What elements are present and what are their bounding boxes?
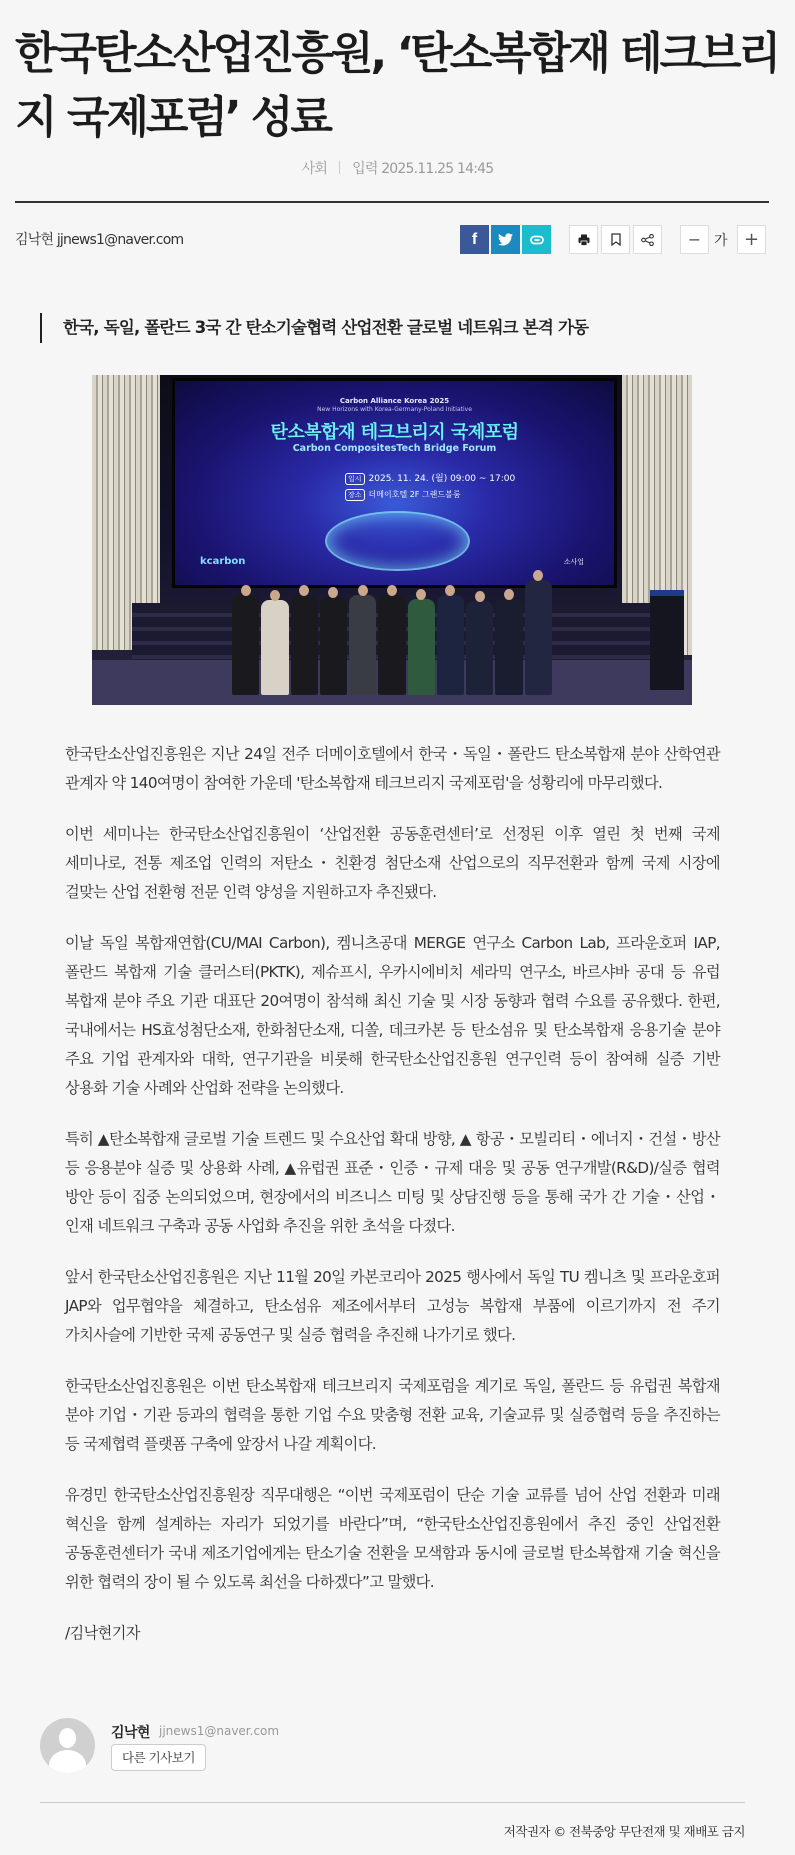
screen-logo-left: kcarbon — [200, 556, 246, 567]
meta-divider — [339, 161, 340, 174]
link-icon — [530, 235, 544, 245]
share-button[interactable] — [633, 225, 662, 254]
person — [378, 595, 405, 695]
person — [291, 595, 318, 695]
copy-link-button[interactable] — [522, 225, 551, 254]
paragraph: 앞서 한국탄소산업진흥원은 지난 11월 20일 카본코리아 2025 행사에서 독일 TU 켐니츠 및 프라운호퍼 JAP와 업무협약을 체결하고, 탄소섬유 제조에서부터 고성능 복합재 부품에 이르기까지 전 주기 가치사슬에 기반한 국제 공동연구 및 실증 협력을 추진해 나가기로 했다. — [65, 1268, 720, 1344]
font-increase-button[interactable] — [737, 225, 766, 254]
byline: 김낙현 jjnews1@naver.com — [15, 232, 184, 248]
place-tag: 장소 — [345, 489, 365, 501]
bookmark-icon — [611, 233, 621, 246]
category-label[interactable]: 사회 — [301, 161, 328, 177]
font-decrease-button[interactable] — [680, 225, 709, 254]
font-size-label: 가 — [714, 233, 728, 249]
paragraph: 유경민 한국탄소산업진흥원장 직무대행은 “이번 국제포럼이 단순 기술 교류를 넘어 산업 전환과 미래 혁신을 함께 설계하는 자리가 되었기를 바란다”며, “한국탄소산업진흥원에서 추진 중인 산업전환 공동훈련센터가 국내 제조기업에게는 탄소기술 전환을 모색함과 동시에 글로벌 탄소복합재 기술 혁신을 위한 협력의 장이 될 수 있도록 최선을 다하겠다”고 말했다. — [65, 1486, 720, 1591]
person — [349, 595, 376, 695]
print-button[interactable] — [569, 225, 598, 254]
avatar-head-icon — [59, 1728, 76, 1748]
date-text: 2025. 11. 24. (월) 09:00 ~ 17:00 — [368, 474, 516, 484]
author-email[interactable]: jjnews1@naver.com — [159, 1724, 280, 1738]
published-date: 입력 2025.11.25 14:45 — [352, 161, 494, 177]
person — [261, 600, 288, 695]
avatar — [40, 1718, 95, 1773]
article-body — [65, 740, 720, 1670]
article-subtitle: 한국, 독일, 폴란드 3국 간 탄소기술협력 산업전환 글로벌 네트워크 본격 가동 — [40, 313, 588, 343]
screen-place — [345, 489, 461, 501]
bookmark-button[interactable] — [601, 225, 630, 254]
screen-title: 탄소복합재 테크브리지 국제포럼 — [270, 422, 519, 443]
person — [232, 595, 259, 695]
screen-line2: New Horizons with Korea-Germany-Poland Initiative — [317, 406, 472, 413]
facebook-icon: f — [471, 230, 478, 248]
article-photo — [92, 375, 692, 705]
person — [437, 595, 464, 695]
forum-screen — [172, 378, 617, 588]
minus-icon: − — [687, 230, 702, 249]
podium — [650, 590, 684, 690]
avatar-body-icon — [49, 1750, 86, 1773]
date-tag: 일시 — [345, 473, 365, 485]
screen-logo-right: 소사업 — [563, 558, 584, 566]
screen-graphic — [325, 511, 470, 571]
author-box — [40, 1718, 750, 1778]
other-articles-button[interactable]: 다른 기사보기 — [111, 1744, 206, 1771]
copyright-notice: 저작권자 © 전북중앙 무단전재 및 재배포 금지 — [503, 1824, 745, 1839]
article-title: 한국탄소산업진흥원, ‘탄소복합재 테크브리지 국제포럼’ 성료 — [15, 28, 779, 143]
person — [466, 601, 493, 695]
plus-icon: + — [743, 229, 760, 250]
person — [408, 599, 435, 695]
facebook-share-button[interactable] — [460, 225, 489, 254]
paragraph: 한국탄소산업진흥원은 이번 탄소복합재 테크브리지 국제포럼을 계기로 독일, 폴란드 등 유럽권 복합재 분야 기업・기관 등과의 협력을 통한 기업 수요 맞춤형 전환 교육, 기술교류 및 실증협력 등을 추진하는 등 국제협력 플랫폼 구축에 앞장서 나갈 계획이다. — [65, 1377, 720, 1453]
share-icon — [641, 234, 654, 246]
print-icon — [578, 234, 590, 246]
screen-line1: Carbon Alliance Korea 2025 — [339, 397, 450, 405]
paragraph: 이번 세미나는 한국탄소산업진흥원이 ‘산업전환 공동훈련센터’로 선정된 이후 열린 첫 번째 국제 세미나로, 전통 제조업 인력의 저탄소・친환경 첨단소재 산업으로의 직무전환과 함께 국제 시장에 걸맞는 산업 전환형 전문 인력 양성을 지원하고자 추진됐다. — [65, 825, 720, 901]
article-meta — [0, 158, 795, 178]
screen-date — [345, 471, 515, 485]
footer-divider — [40, 1802, 745, 1803]
person — [320, 597, 347, 695]
person — [495, 599, 522, 695]
group-of-people — [232, 575, 552, 695]
person — [525, 580, 552, 695]
twitter-share-button[interactable] — [491, 225, 520, 254]
paragraph: 이날 독일 복합재연합(CU/MAI Carbon), 켐니츠공대 MERGE 연구소 Carbon Lab, 프라운호퍼 IAP, 폴란드 복합재 기술 클러스터(PKTK), 제슈프시, 우카시에비치 세라믹 연구소, 바르샤바 공대 등 유럽 복합재 분야 주요 기관 대표단 20여명이 참석해 최신 기술 및 시장 동향과 협력 수요를 공유했다. 한편, 국내에서는 HS효성첨단소재, 한화첨단소재, 디쏠, 데크카본 등 탄소섬유 및 탄소복합재 응용기술 분야 주요 기업 관계자와 대학, 연구기관을 비롯해 한국탄소산업진흥원 연구인력 등이 참여해 실증 기반 상용화 기술 사례와 산업화 전략을 논의했다. — [65, 934, 720, 1097]
paragraph: 한국탄소산업진흥원은 지난 24일 전주 더메이호텔에서 한국・독일・폴란드 탄소복합재 분야 산학연관 관계자 약 140여명이 참여한 가운데 '탄소복합재 테크브리지 국제포럼'을 성황리에 마무리했다. — [65, 745, 720, 792]
twitter-icon — [498, 233, 513, 246]
paragraph: 특히 ▲탄소복합재 글로벌 기술 트렌드 및 수요산업 확대 방향, ▲ 항공・모빌리티・에너지・건설・방산 등 응용분야 실증 및 상용화 사례, ▲유럽권 표준・인증・규제 대응 및 공동 연구개발(R&D)/실증 협력 방안 등이 집중 논의되었으며, 현장에서의 비즈니스 미팅 및 상담진행 등을 통해 국가 간 기술・산업・인재 네트워크 구축과 공동 사업화 추진을 위한 초석을 다졌다. — [65, 1130, 720, 1235]
author-name: 김낙현 — [111, 1725, 150, 1741]
place-text: 더메이호텔 2F 그랜드볼룸 — [368, 490, 461, 499]
reporter-sign: /김낙현기자 — [65, 1624, 140, 1642]
screen-subtitle: Carbon CompositesTech Bridge Forum — [292, 443, 497, 454]
title-divider — [15, 201, 769, 203]
